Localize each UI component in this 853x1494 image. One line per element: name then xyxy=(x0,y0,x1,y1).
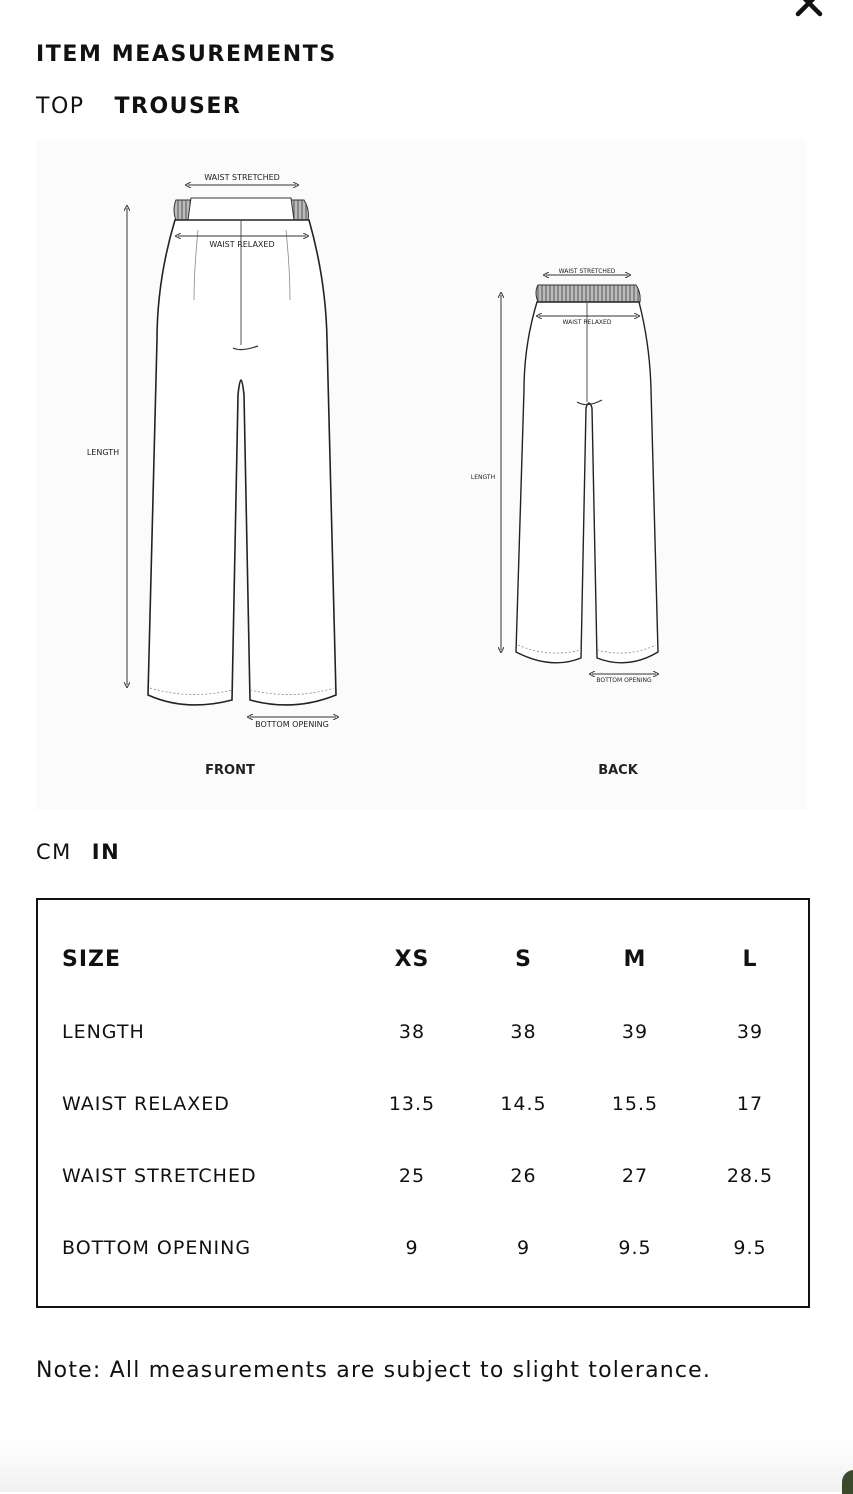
size-table xyxy=(62,922,805,1284)
table-cell: 28.5 xyxy=(726,1165,774,1187)
column-header: XS xyxy=(394,946,430,972)
front-length-label: LENGTH xyxy=(86,448,120,457)
table-cell: 14.5 xyxy=(500,1093,547,1115)
table-cell: 9.5 xyxy=(618,1237,652,1259)
table-cell: 9 xyxy=(516,1237,531,1259)
table-cell: 27 xyxy=(621,1165,649,1187)
row-label: WAIST STRETCHED xyxy=(62,1165,257,1187)
column-header: SIZE xyxy=(62,946,122,972)
modal-title: ITEM MEASUREMENTS xyxy=(36,42,337,67)
table-cell: 25 xyxy=(398,1165,426,1187)
trouser-measurement-diagram xyxy=(36,140,806,810)
back-trouser xyxy=(501,275,658,674)
tab-in[interactable]: IN xyxy=(91,840,121,864)
table-row xyxy=(62,1212,805,1284)
table-cell: 13.5 xyxy=(388,1093,436,1115)
column-header: S xyxy=(515,946,532,972)
front-bottom-opening-label: BOTTOM OPENING xyxy=(255,720,329,729)
table-header-row xyxy=(62,922,805,996)
table-cell: 15.5 xyxy=(611,1093,659,1115)
front-waist-relaxed-label: WAIST RELAXED xyxy=(209,240,275,249)
row-label: LENGTH xyxy=(62,1021,145,1043)
unit-tabs xyxy=(36,840,120,864)
table-cell: 9 xyxy=(405,1237,419,1259)
back-waist-stretched-label: WAIST STRETCHED xyxy=(558,268,616,275)
table-row xyxy=(62,1068,805,1140)
back-length-label: LENGTH xyxy=(470,474,496,481)
close-button[interactable] xyxy=(790,0,828,22)
tab-top[interactable]: TOP xyxy=(36,94,85,119)
tab-trouser[interactable]: TROUSER xyxy=(114,94,242,119)
back-bottom-opening-label: BOTTOM OPENING xyxy=(596,677,652,684)
tab-cm[interactable]: CM xyxy=(36,840,72,864)
trouser-illustration xyxy=(36,140,806,810)
column-header: M xyxy=(623,946,647,972)
table-row xyxy=(62,996,805,1068)
tolerance-note: Note: All measurements are subject to slight tolerance. xyxy=(36,1358,712,1383)
front-waist-stretched-label: WAIST STRETCHED xyxy=(204,173,280,182)
table-cell: 39 xyxy=(621,1021,649,1043)
back-caption: BACK xyxy=(598,763,638,778)
table-cell: 38 xyxy=(510,1021,537,1043)
close-icon xyxy=(790,0,828,22)
table-row xyxy=(62,1140,805,1212)
table-cell: 38 xyxy=(398,1021,426,1043)
category-tabs xyxy=(36,94,241,119)
table-cell: 17 xyxy=(736,1093,764,1115)
row-label: WAIST RELAXED xyxy=(62,1093,230,1115)
corner-accent xyxy=(842,1470,853,1494)
table-cell: 26 xyxy=(510,1165,537,1187)
row-label: BOTTOM OPENING xyxy=(62,1237,252,1259)
front-trouser xyxy=(127,185,336,717)
column-header: L xyxy=(742,946,758,972)
size-table-container xyxy=(36,898,810,1308)
table-cell: 39 xyxy=(736,1021,764,1043)
bottom-fade xyxy=(0,1440,853,1492)
front-caption: FRONT xyxy=(205,763,255,778)
table-cell: 9.5 xyxy=(733,1237,767,1259)
back-waist-relaxed-label: WAIST RELAXED xyxy=(562,319,612,326)
